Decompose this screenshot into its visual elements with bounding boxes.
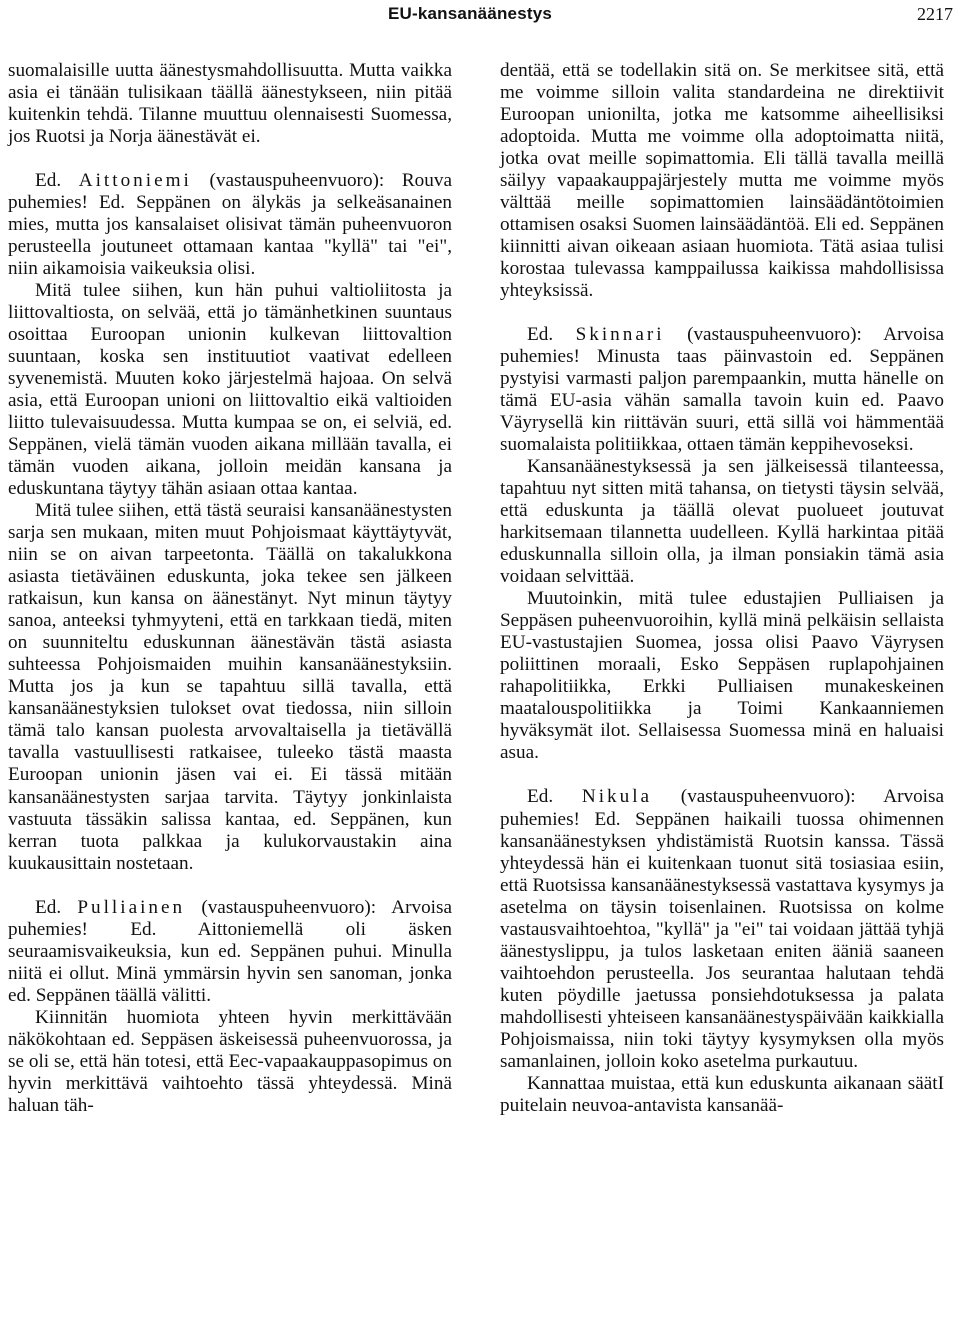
speaker-name: Pulliainen [77,896,186,918]
speaker-prefix: Ed. [35,170,79,192]
speech-text: (vastauspuheenvuoro): Arvoisa puhemies! Ed. Seppänen haikaili tuossa ohimennen kansanäänestyksen yhdistämistä Ruotsin kanssa. Tässä yhteydessä hän ei kuitenkaan tuonut sitä tosiasiaa esiin, että Ruotsissa kansanäänestyksessä vastattava kysymys ja asetelma on täysin toisenlainen. Ruotsissa on kolme vastausvaihtoehtoa, "kyllä" ja "ei" tai voidaan jättää tyhjä äänestyslippu, ja tulos lasketaan eniten ääniä saaneen vaihtoehdon perusteella. Jos seurantaa halutaan tehdä kuten pöydille jaetussa ponsiehdotuksessa ja palata mahdollisesti yhteiseen kansanäänestyspäivään kaikkialla Pohjoismaissa, niin toki täytyy kysymyksen olla myös samanlainen, jolloin koko asetelma purkautuu. [500,786,944,1072]
speaker-name: Aittoniemi [78,170,192,192]
paragraph: Kannattaa muistaa, että kun eduskunta aikanaan säätI puitelain neuvoa-antavista kansanää- [500,1072,944,1116]
speech-aittoniemi [8,170,452,280]
paragraph: Mitä tulee siihen, että tästä seuraisi kansanäänestysten sarja sen mukaan, miten muut Pohjoismaat käyttäytyvät, niin se on aivan tarpeetonta. Täällä on takalukkona asiasta tietäväinen eduskunta, joka tekee sen jälkeen ratkaisun, kun kansa on äänestänyt. Nyt minun täytyy sanoa, anteeksi tyhmyyteni, että en tarkkaan tiedä, miten on suunniteltu eduskunnan äänestävän tästä asiasta suhteessa Pohjoismaiden muihin kansanäänestyksiin. Mutta jos ja kun se tapahtuu sillä tavalla, että kansanäänestyksien tulokset ovat tiedossa, niin silloin tämä talo kansan puolesta arvovaltaisella ja tietävällä tavalla vastuullisesti ratkaisee, tuleeko tästä maasta Euroopan unionin jäsen vai ei. Ei tässä mitään kansanäänestysten sarjaa tarvita. Täytyy jonkinlaista vastuuta tässäkin salissa kantaa, ed. Seppänen, kun kerran tuota palkkaa ja kulukorvaustakin aina kuukausittain nostetaan. [8,500,452,874]
left-column [8,60,452,1117]
speech-text: (vastauspuheenvuoro): Arvoisa puhemies! Minusta taas päinvastoin ed. Seppänen pystyisi varmasti paljon parempaankin, mutta hänelle on tämä EU-asia vähän samalla tavoin kuin ed. Paavo Väyrysellä kin riittävän suuri, että sillä voi hämmentää suomalaista politiikkaa, ottaen tämän keppihevoseksi. [500,324,944,456]
paragraph: Muutoinkin, mitä tulee edustajien Pulliaisen ja Seppäsen puheenvuoroihin, kyllä minä pelkäisin sellaista EU-vastustajien Suomea, jossa olisi Paavo Väyrysen poliittinen moraali, Esko Seppäsen ruplapohjainen rahapolitiikka, Erkki Pulliaisen munakeskeinen maatalouspolitiikka ja Toimi Kankaanniemen hyväksymät ilot. Sellaisessa Suomessa minä en haluaisi asua. [500,588,944,764]
page-header [0,0,960,40]
speech-text: (vastauspuheenvuoro): Arvoisa puhemies! Ed. Aittoniemellä oli äsken seuraamisvaikeuksia, kun ed. Seppänen puhui. Minulla niitä ei ollut. Minä ymmärsin hyvin sen sanoman, jonka ed. Seppänen täällä välitti. [8,896,452,1006]
paragraph: suomalaisille uutta äänestysmahdollisuutta. Mutta vaikka asia ei tänään tulisikaan täällä äänestykseen, niin pitää kuitenkin tehdä. Tilanne muuttuu olennaisesti Suomessa, jos Ruotsi ja Norja äänestävät ei. [8,60,452,148]
paragraph: Mitä tulee siihen, kun hän puhui valtioliitosta ja liittovaltiosta, on selvää, että jo tämänhetkinen suuntaus osoittaa Euroopan unionin kulkevan liittovaltion suuntaan, koska sen instituutiot vaativat edelleen syvenemistä. Muuten koko järjestelmä hajoaa. On selvä asia, että Euroopan unioni on liittovaltio eikä valtioiden liitto tulevaisuudessa. Mutta kumpaa se on, ei selviä, ed. Seppänen, vielä tämän vuoden aikana millään tavalla, ei tämän vuoden aikana, jolloin meidän kansana ja eduskuntana täytyy tähän asiaan ottaa kantaa. [8,280,452,500]
speaker-prefix: Ed. [35,896,78,918]
speech-pulliainen [8,897,452,1007]
speaker-prefix: Ed. [527,324,576,346]
right-column [500,60,944,1117]
paragraph: Kiinnitän huomiota yhteen hyvin merkittävään näkökohtaan ed. Seppäsen äskeisessä puheenvuorossa, ja se oli se, että hän totesi, että Eec-vapaakauppasopimus on hyvin merkittävä vaihtoehto tässä yhteydessä. Minä haluan täh- [8,1006,452,1116]
speech-text: (vastauspuheenvuoro): Rouva puhemies! Ed. Seppänen on älykäs ja selkeäsanainen mies, mutta jos kansalaiset olisivat tämän puheenvuoron perusteella joutuneet ottamaan kantaa "kyllä" tai "ei", niin aikamoisia vaikeuksia olisi. [8,170,452,280]
paragraph: dentää, että se todellakin sitä on. Se merkitsee sitä, että me voimme silloin valita standardeina ne direktiivit Euroopan unionilta, jotka me katsomme aiheellisiksi adoptoida. Mutta me voimme olla adoptoimatta niitä, jotka ovat meille sopimattomia. Eli tällä tavalla meillä säilyy vapaakauppajärjestely mutta me voimme myös välttää meille sopimattomien lainsäädäntötoimien ottamisen osaksi Suomen lainsäädäntöä. Eli ed. Seppänen kiinnitti aivan oikeaan asiaan huomiota. Tätä asiaa tulisi korostaa tulevassa kamppailussa kaikissa mahdollisissa yhteyksissä. [500,60,944,302]
running-title: EU-kansanäänestys [388,4,553,23]
speaker-name: Nikula [581,786,653,808]
speech-nikula [500,786,944,1072]
paragraph: Kansanäänestyksessä ja sen jälkeisessä tilanteessa, tapahtuu nyt sitten mitä tahansa, on tietysti täysin selvää, että eduskunta ja täällä olevat puolueet joutuvat harkitsemaan tilannetta uudelleen. Kyllä harkintaa pitää eduskunnalla silloin olla, ja ilman ponsiakin tämä asia voidaan selvittää. [500,456,944,588]
speaker-name: Skinnari [575,324,665,346]
speaker-prefix: Ed. [527,786,582,808]
page-number: 2217 [917,4,953,24]
speech-skinnari [500,324,944,456]
